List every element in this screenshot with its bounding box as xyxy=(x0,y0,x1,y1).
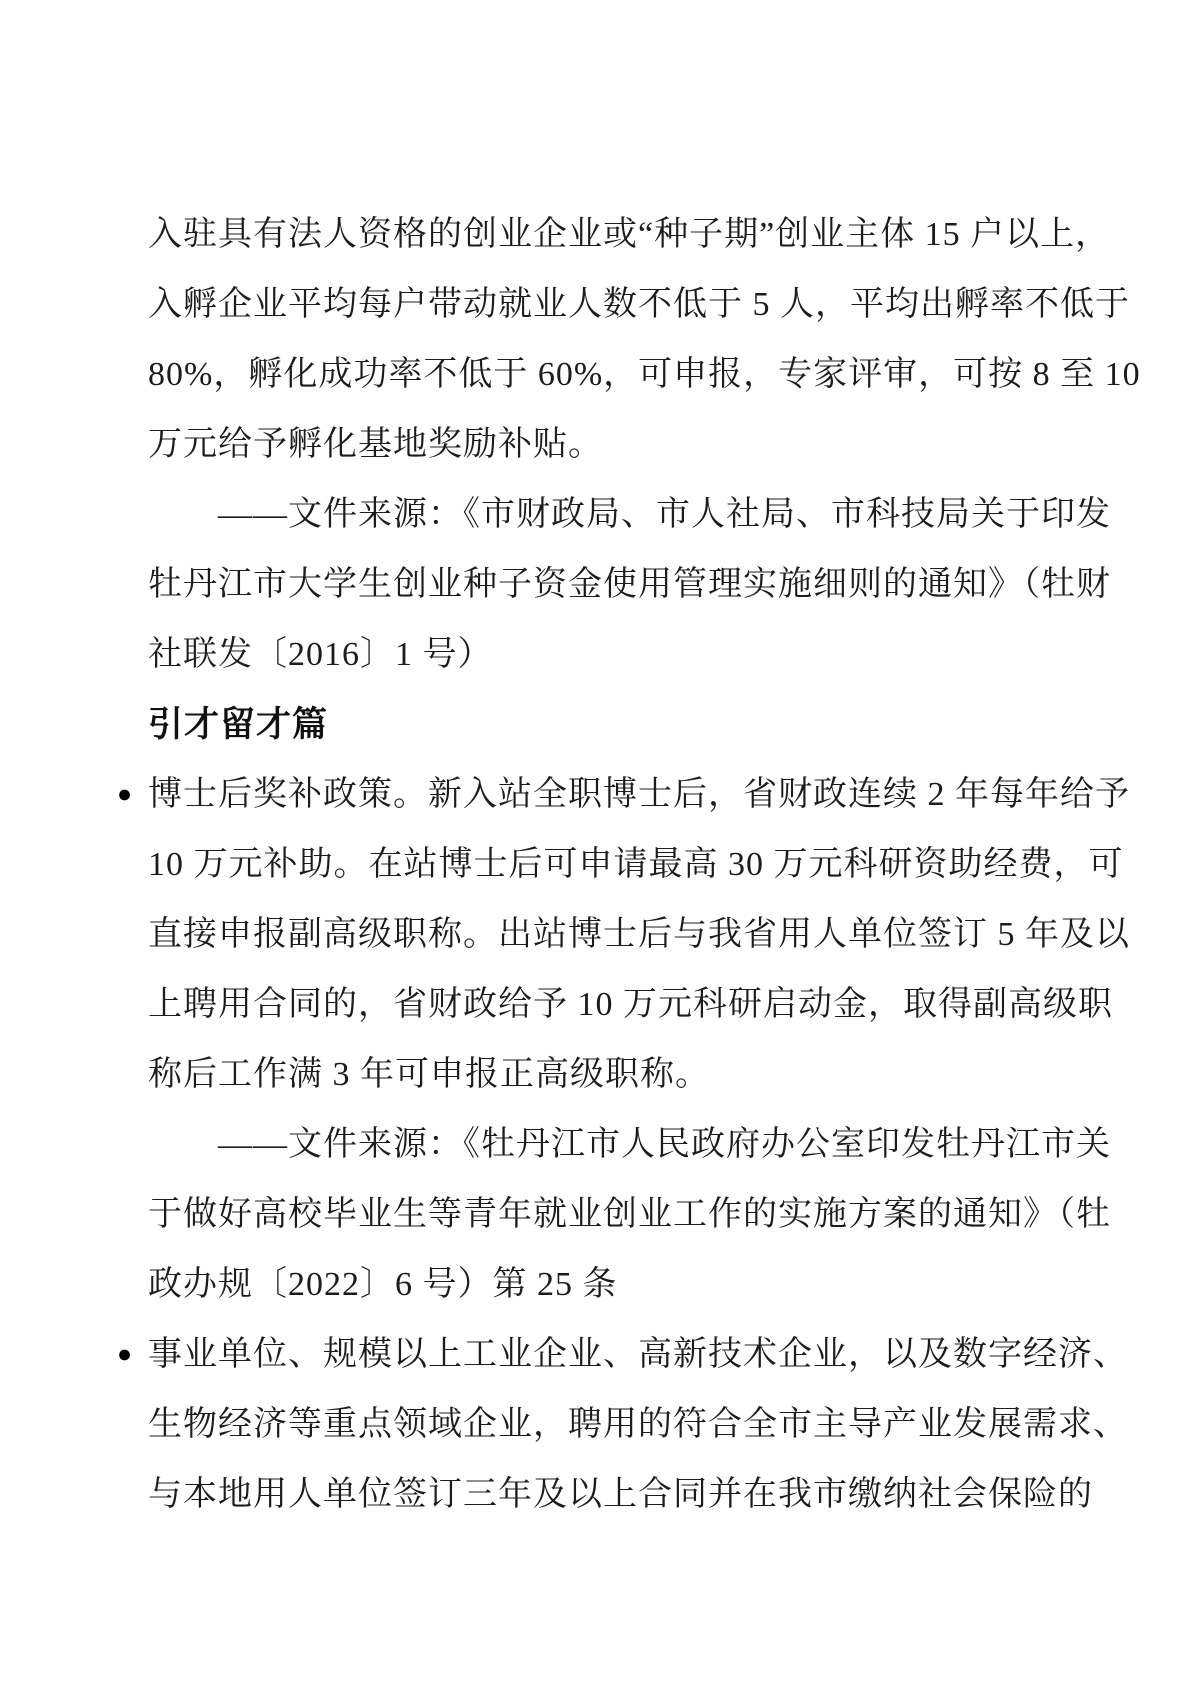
bullet-icon: ● xyxy=(117,781,133,808)
text-line: 与本地用人单位签订三年及以上合同并在我市缴纳社会保险的 xyxy=(148,1476,1093,1513)
bullet-2-policy-paragraph xyxy=(148,1320,1128,1530)
text-line: ——文件来源：《牡丹江市人民政府办公室印发牡丹江市关 xyxy=(218,1126,1111,1163)
text-line: 万元给予孵化基地奖励补贴。 xyxy=(148,426,603,463)
text-line: 于做好高校毕业生等青年就业创业工作的实施方案的通知》（牡 xyxy=(148,1196,1111,1233)
text-line: 上聘用合同的，省财政给予 10 万元科研启动金，取得副高级职 xyxy=(148,986,1113,1023)
text-line: 牡丹江市大学生创业种子资金使用管理实施细则的通知》（牡财 xyxy=(148,566,1111,603)
text-line: 入孵企业平均每户带动就业人数不低于 5 人，平均出孵率不低于 xyxy=(148,286,1130,323)
bullet-1-policy-paragraph xyxy=(148,760,1130,1110)
text-line: 直接申报副高级职称。出站博士后与我省用人单位签订 5 年及以 xyxy=(148,916,1130,953)
text-line: 事业单位、规模以上工业企业、高新技术企业，以及数字经济、 xyxy=(148,1336,1128,1373)
text-line: 称后工作满 3 年可申报正高级职称。 xyxy=(148,1056,710,1093)
text-line: 生物经济等重点领域企业，聘用的符合全市主导产业发展需求、 xyxy=(148,1406,1128,1443)
text-line: 政办规〔2022〕6 号）第 25 条 xyxy=(148,1266,618,1303)
source-citation-1 xyxy=(148,480,1111,690)
source-citation-2 xyxy=(148,1110,1111,1320)
document-content xyxy=(117,200,1141,1530)
bullet-item-1 xyxy=(117,760,1130,1320)
text-line: 10 万元补助。在站博士后可申请最高 30 万元科研资助经费，可 xyxy=(148,846,1124,883)
bullet-item-2 xyxy=(117,1320,1128,1530)
body-paragraph-1 xyxy=(148,200,1141,480)
section-heading: 引才留才篇 xyxy=(148,705,329,744)
bullet-icon: ● xyxy=(117,1341,133,1368)
text-line: 80%，孵化成功率不低于 60%，可申报，专家评审，可按 8 至 10 xyxy=(148,356,1141,393)
text-line: 入驻具有法人资格的创业企业或“种子期”创业主体 15 户以上， xyxy=(148,216,1111,253)
text-line: ——文件来源：《市财政局、市人社局、市科技局关于印发 xyxy=(218,496,1111,533)
text-line: 博士后奖补政策。新入站全职博士后，省财政连续 2 年每年给予 xyxy=(148,776,1130,813)
text-line: 社联发〔2016〕1 号） xyxy=(148,636,493,673)
